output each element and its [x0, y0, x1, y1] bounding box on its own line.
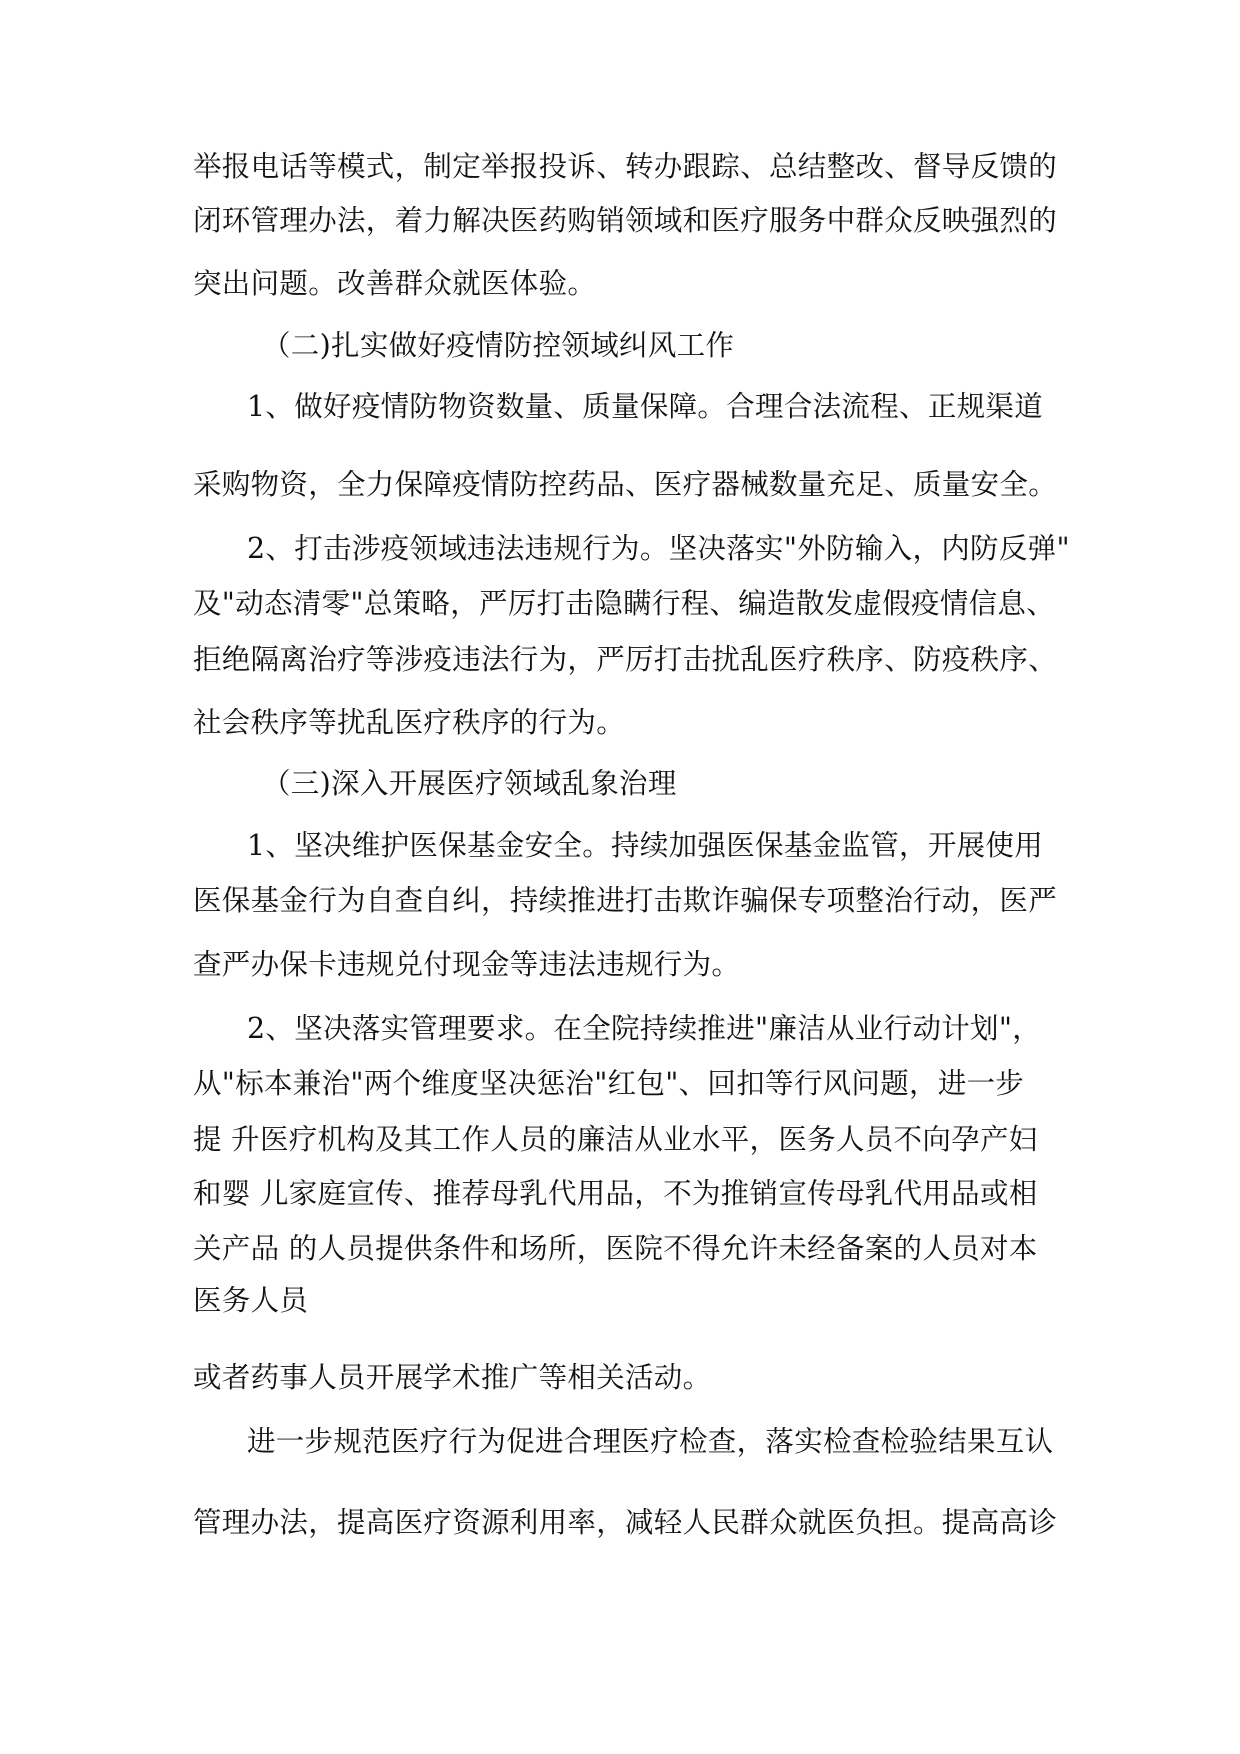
text-line: 采购物资，全力保障疫情防控药品、医疗器械数量充足、质量安全。: [193, 468, 1058, 501]
text-line: 从"标本兼治"两个维度坚决惩治"红包"、回扣等行风问题，进一步: [193, 1067, 1025, 1100]
text-line: 提 升医疗机构及其工作人员的廉洁从业水平，医务人员不向孕产妇: [193, 1123, 1038, 1156]
text-line: 1、做好疫情防物资数量、质量保障。合理合法流程、正规渠道: [247, 390, 1044, 423]
text-line: 管理办法，提高医疗资源利用率，减轻人民群众就医负担。提高高诊: [193, 1506, 1058, 1539]
text-line: 举报电话等模式，制定举报投诉、转办跟踪、总结整改、督导反馈的: [193, 150, 1058, 183]
text-line: 医务人员: [193, 1284, 309, 1317]
text-line: 医保基金行为自查自纠，持续推进打击欺诈骗保专项整治行动，医严: [193, 884, 1058, 917]
text-line: 进一步规范医疗行为促进合理医疗检查，落实检查检验结果互认: [247, 1425, 1054, 1458]
text-line: 和婴 儿家庭宣传、推荐母乳代用品，不为推销宣传母乳代用品或相: [193, 1177, 1038, 1210]
text-line: 社会秩序等扰乱医疗秩序的行为。: [193, 706, 626, 739]
section-heading: （三)深入开展医疗领域乱象治理: [262, 767, 677, 800]
text-line: 2、坚决落实管理要求。在全院持续推进"廉洁从业行动计划"，: [247, 1012, 1042, 1045]
text-line: 查严办保卡违规兑付现金等违法违规行为。: [193, 948, 741, 981]
text-line: 拒绝隔离治疗等涉疫违法行为，严厉打击扰乱医疗秩序、防疫秩序、: [193, 643, 1058, 676]
text-line: 2、打击涉疫领域违法违规行为。坚决落实"外防输入，内防反弹": [247, 532, 1070, 565]
text-line: 突出问题。改善群众就医体验。: [193, 267, 597, 300]
text-line: 关产品 的人员提供条件和场所，医院不得允许未经备案的人员对本: [193, 1232, 1038, 1265]
text-line: 1、坚决维护医保基金安全。持续加强医保基金监管，开展使用: [247, 829, 1044, 862]
section-heading: （二)扎实做好疫情防控领域纠风工作: [262, 329, 735, 362]
text-line: 或者药事人员开展学术推广等相关活动。: [193, 1361, 712, 1394]
text-line: 及"动态清零"总策略，严厉打击隐瞒行程、编造散发虚假疫情信息、: [193, 587, 1056, 620]
text-line: 闭环管理办法，着力解决医药购销领域和医疗服务中群众反映强烈的: [193, 204, 1058, 237]
